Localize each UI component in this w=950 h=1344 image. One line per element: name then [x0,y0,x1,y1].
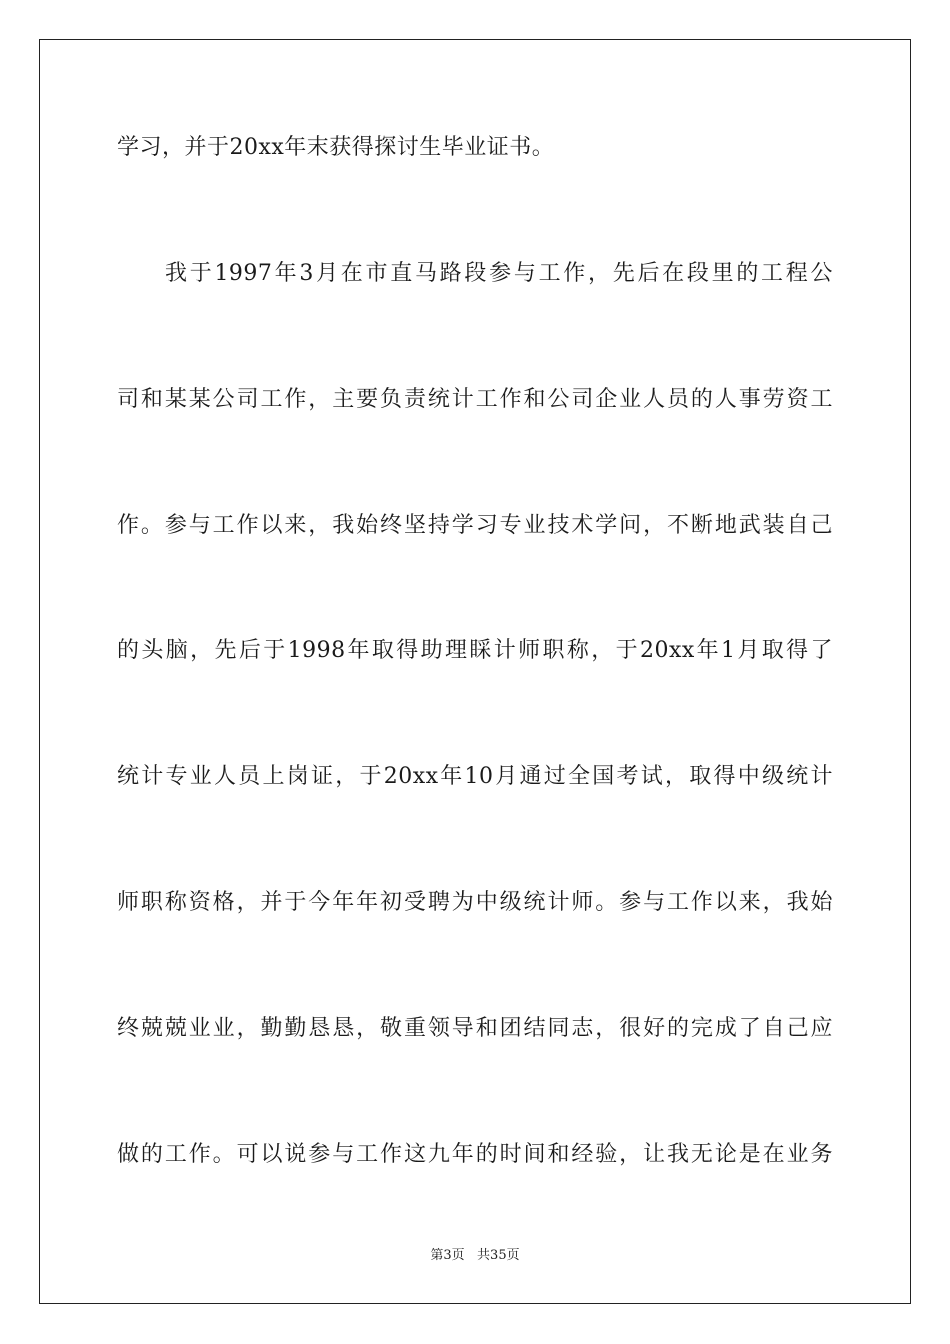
paragraph-line-7: 师职称资格，并于今年年初受聘为中级统计师。参与工作以来，我始 [117,890,833,915]
paragraph-line-5: 的头脑，先后于1998年取得助理睬计师职称，于20xx年1月取得了 [117,638,833,663]
paragraph-line-8: 终兢兢业业，勤勤恳恳，敬重领导和团结同志，很好的完成了自己应 [117,1016,833,1041]
paragraph-line-4: 作。参与工作以来，我始终坚持学习专业技术学问，不断地武装自己 [117,513,833,538]
paragraph-line-3: 司和某某公司工作，主要负责统计工作和公司企业人员的人事劳资工 [117,387,833,412]
paragraph-line-6: 统计专业人员上岗证，于20xx年10月通过全国考试，取得中级统计 [117,764,833,789]
page-number-footer: 第3页 共35页 [430,1248,520,1263]
paragraph-line-1: 学习，并于20xx年末获得探讨生毕业证书。 [117,135,555,160]
paragraph-line-9: 做的工作。可以说参与工作这九年的时间和经验，让我无论是在业务 [117,1142,833,1167]
page-border [39,39,911,1304]
paragraph-line-2: 我于1997年3月在市直马路段参与工作，先后在段里的工程公 [165,261,833,286]
